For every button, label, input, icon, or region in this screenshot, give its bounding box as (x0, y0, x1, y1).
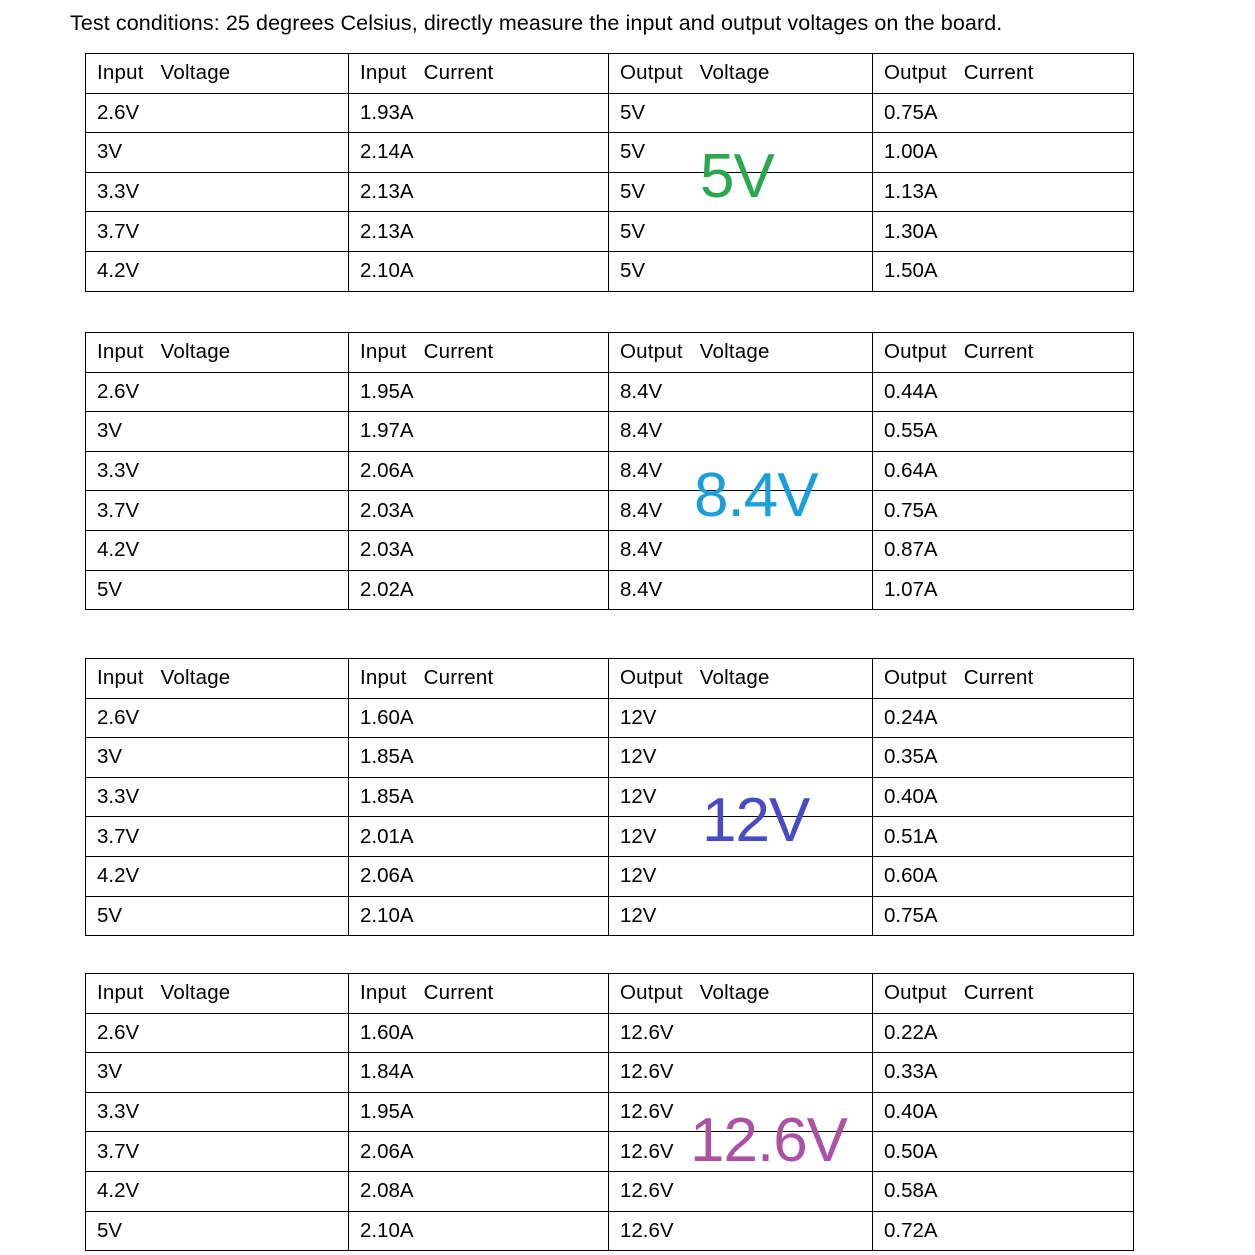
cell-output-voltage: 12V (609, 698, 873, 738)
column-header-output-current (873, 333, 1134, 373)
table-row (86, 530, 1134, 570)
column-header-input-voltage (86, 333, 349, 373)
column-header-word-2: Voltage (699, 981, 770, 1005)
cell-output-voltage: 12V (609, 738, 873, 778)
column-header-output-voltage (609, 659, 873, 699)
cell-input-voltage: 3.7V (86, 212, 349, 252)
cell-input-current: 2.01A (349, 817, 609, 857)
spec-table-5v (85, 53, 1133, 292)
cell-output-voltage: 12.6V (609, 1132, 873, 1172)
cell-input-current: 1.95A (349, 1092, 609, 1132)
column-header-word-2: Voltage (699, 61, 770, 85)
table-row (86, 1132, 1134, 1172)
cell-output-current: 0.33A (873, 1053, 1134, 1093)
cell-output-current: 0.51A (873, 817, 1134, 857)
cell-output-voltage: 12V (609, 856, 873, 896)
column-header-input-current (349, 659, 609, 699)
cell-output-voltage: 8.4V (609, 530, 873, 570)
column-header-word-1: Input (97, 61, 144, 85)
cell-output-voltage: 5V (609, 133, 873, 173)
column-header-word-2: Current (963, 61, 1034, 85)
table-row (86, 212, 1134, 252)
table-row (86, 856, 1134, 896)
measurement-table (85, 53, 1134, 292)
cell-output-voltage: 8.4V (609, 570, 873, 610)
cell-input-current: 2.10A (349, 1211, 609, 1251)
cell-input-current: 1.97A (349, 412, 609, 452)
cell-output-voltage: 5V (609, 172, 873, 212)
spec-table-12v (85, 658, 1133, 936)
cell-output-voltage: 5V (609, 212, 873, 252)
column-header-word-2: Current (423, 666, 494, 690)
column-header-input-voltage (86, 54, 349, 94)
cell-input-current: 1.85A (349, 777, 609, 817)
cell-output-current: 1.50A (873, 251, 1134, 291)
cell-output-voltage: 12.6V (609, 1211, 873, 1251)
cell-input-voltage: 3V (86, 133, 349, 173)
cell-input-voltage: 5V (86, 1211, 349, 1251)
cell-output-current: 0.40A (873, 777, 1134, 817)
cell-output-current: 0.60A (873, 856, 1134, 896)
overlay-voltage-label-8-4v: 8.4V (694, 461, 818, 530)
cell-output-current: 1.00A (873, 133, 1134, 173)
table-row (86, 1053, 1134, 1093)
column-header-word-1: Output (884, 61, 947, 85)
column-header-word-2: Voltage (160, 666, 231, 690)
column-header-word-2: Voltage (160, 61, 231, 85)
cell-output-current: 0.72A (873, 1211, 1134, 1251)
cell-output-current: 0.24A (873, 698, 1134, 738)
column-header-output-voltage (609, 974, 873, 1014)
cell-input-current: 2.06A (349, 1132, 609, 1172)
table-row (86, 1092, 1134, 1132)
table-row (86, 251, 1134, 291)
cell-input-voltage: 2.6V (86, 93, 349, 133)
cell-input-current: 1.85A (349, 738, 609, 778)
table-row (86, 412, 1134, 452)
cell-input-voltage: 3.7V (86, 1132, 349, 1172)
spec-table-12-6v (85, 973, 1133, 1251)
cell-output-current: 0.50A (873, 1132, 1134, 1172)
table-header-row (86, 659, 1134, 699)
cell-output-current: 0.35A (873, 738, 1134, 778)
cell-output-current: 0.58A (873, 1171, 1134, 1211)
cell-input-current: 2.06A (349, 451, 609, 491)
cell-input-current: 1.60A (349, 1013, 609, 1053)
column-header-input-voltage (86, 659, 349, 699)
cell-output-voltage: 5V (609, 251, 873, 291)
cell-output-current: 0.55A (873, 412, 1134, 452)
cell-output-current: 1.13A (873, 172, 1134, 212)
cell-output-voltage: 12.6V (609, 1092, 873, 1132)
column-header-word-2: Current (423, 61, 494, 85)
table-header-row (86, 54, 1134, 94)
cell-input-voltage: 5V (86, 896, 349, 936)
cell-input-voltage: 3.7V (86, 817, 349, 857)
cell-input-current: 2.14A (349, 133, 609, 173)
cell-input-current: 1.93A (349, 93, 609, 133)
cell-input-current: 2.10A (349, 251, 609, 291)
column-header-word-1: Output (620, 340, 683, 364)
column-header-word-1: Output (884, 340, 947, 364)
cell-input-voltage: 2.6V (86, 372, 349, 412)
cell-input-current: 2.02A (349, 570, 609, 610)
column-header-word-2: Voltage (160, 340, 231, 364)
cell-input-voltage: 4.2V (86, 251, 349, 291)
table-row (86, 817, 1134, 857)
cell-output-voltage: 5V (609, 93, 873, 133)
table-row (86, 491, 1134, 531)
column-header-word-1: Output (620, 61, 683, 85)
column-header-input-current (349, 54, 609, 94)
measurement-table (85, 658, 1134, 936)
column-header-word-1: Input (360, 981, 407, 1005)
column-header-word-1: Input (360, 340, 407, 364)
column-header-word-2: Current (963, 666, 1034, 690)
column-header-word-1: Output (620, 666, 683, 690)
table-header-row (86, 333, 1134, 373)
table-row (86, 133, 1134, 173)
column-header-word-1: Input (97, 981, 144, 1005)
column-header-word-1: Input (97, 666, 144, 690)
column-header-word-1: Output (620, 981, 683, 1005)
cell-input-current: 1.60A (349, 698, 609, 738)
column-header-word-2: Current (423, 981, 494, 1005)
cell-output-voltage: 8.4V (609, 451, 873, 491)
table-row (86, 1171, 1134, 1211)
cell-output-current: 0.75A (873, 93, 1134, 133)
cell-input-current: 2.03A (349, 530, 609, 570)
table-row (86, 570, 1134, 610)
cell-input-current: 1.84A (349, 1053, 609, 1093)
cell-input-current: 2.13A (349, 212, 609, 252)
page-title: Test conditions: 25 degrees Celsius, directly measure the input and output voltages on the board. (70, 11, 1003, 35)
column-header-word-2: Current (963, 340, 1034, 364)
column-header-word-1: Input (360, 61, 407, 85)
cell-output-current: 0.64A (873, 451, 1134, 491)
overlay-voltage-label-5v: 5V (700, 142, 774, 211)
measurement-table (85, 973, 1134, 1251)
cell-output-current: 0.75A (873, 896, 1134, 936)
column-header-word-2: Voltage (160, 981, 231, 1005)
cell-input-voltage: 3V (86, 1053, 349, 1093)
column-header-word-2: Voltage (699, 340, 770, 364)
column-header-output-current (873, 974, 1134, 1014)
cell-input-voltage: 4.2V (86, 530, 349, 570)
column-header-word-1: Output (884, 981, 947, 1005)
table-row (86, 93, 1134, 133)
table-row (86, 172, 1134, 212)
column-header-word-2: Current (423, 340, 494, 364)
cell-input-voltage: 4.2V (86, 1171, 349, 1211)
cell-output-voltage: 12V (609, 896, 873, 936)
table-header-row (86, 974, 1134, 1014)
cell-input-voltage: 3.3V (86, 172, 349, 212)
column-header-word-1: Output (884, 666, 947, 690)
table-row (86, 896, 1134, 936)
table-row (86, 372, 1134, 412)
overlay-voltage-label-12-6v: 12.6V (690, 1106, 848, 1175)
cell-input-current: 2.10A (349, 896, 609, 936)
column-header-output-current (873, 54, 1134, 94)
column-header-input-voltage (86, 974, 349, 1014)
cell-output-current: 0.40A (873, 1092, 1134, 1132)
measurement-table (85, 332, 1134, 610)
column-header-input-current (349, 974, 609, 1014)
cell-input-voltage: 3.3V (86, 1092, 349, 1132)
cell-input-voltage: 4.2V (86, 856, 349, 896)
cell-input-current: 2.08A (349, 1171, 609, 1211)
cell-input-current: 2.03A (349, 491, 609, 531)
column-header-word-2: Current (963, 981, 1034, 1005)
cell-output-voltage: 8.4V (609, 412, 873, 452)
cell-input-voltage: 2.6V (86, 1013, 349, 1053)
table-row (86, 1211, 1134, 1251)
cell-output-voltage: 8.4V (609, 491, 873, 531)
cell-output-current: 1.30A (873, 212, 1134, 252)
cell-output-voltage: 12.6V (609, 1013, 873, 1053)
column-header-word-1: Input (97, 340, 144, 364)
cell-output-voltage: 12V (609, 817, 873, 857)
cell-input-voltage: 5V (86, 570, 349, 610)
column-header-word-1: Input (360, 666, 407, 690)
table-row (86, 698, 1134, 738)
cell-input-voltage: 3.3V (86, 451, 349, 491)
cell-input-current: 2.13A (349, 172, 609, 212)
cell-output-current: 0.75A (873, 491, 1134, 531)
table-row (86, 451, 1134, 491)
table-row (86, 777, 1134, 817)
cell-output-current: 0.87A (873, 530, 1134, 570)
cell-output-voltage: 12.6V (609, 1171, 873, 1211)
column-header-output-voltage (609, 333, 873, 373)
overlay-voltage-label-12v: 12V (702, 786, 810, 855)
cell-output-current: 1.07A (873, 570, 1134, 610)
column-header-output-voltage (609, 54, 873, 94)
cell-output-voltage: 12V (609, 777, 873, 817)
cell-output-current: 0.22A (873, 1013, 1134, 1053)
column-header-input-current (349, 333, 609, 373)
cell-output-voltage: 12.6V (609, 1053, 873, 1093)
column-header-word-2: Voltage (699, 666, 770, 690)
cell-input-voltage: 2.6V (86, 698, 349, 738)
spec-table-8-4v (85, 332, 1133, 610)
cell-output-voltage: 8.4V (609, 372, 873, 412)
column-header-output-current (873, 659, 1134, 699)
cell-input-voltage: 3.7V (86, 491, 349, 531)
cell-input-voltage: 3V (86, 738, 349, 778)
cell-output-current: 0.44A (873, 372, 1134, 412)
cell-input-voltage: 3V (86, 412, 349, 452)
cell-input-voltage: 3.3V (86, 777, 349, 817)
cell-input-current: 1.95A (349, 372, 609, 412)
cell-input-current: 2.06A (349, 856, 609, 896)
table-row (86, 1013, 1134, 1053)
table-row (86, 738, 1134, 778)
